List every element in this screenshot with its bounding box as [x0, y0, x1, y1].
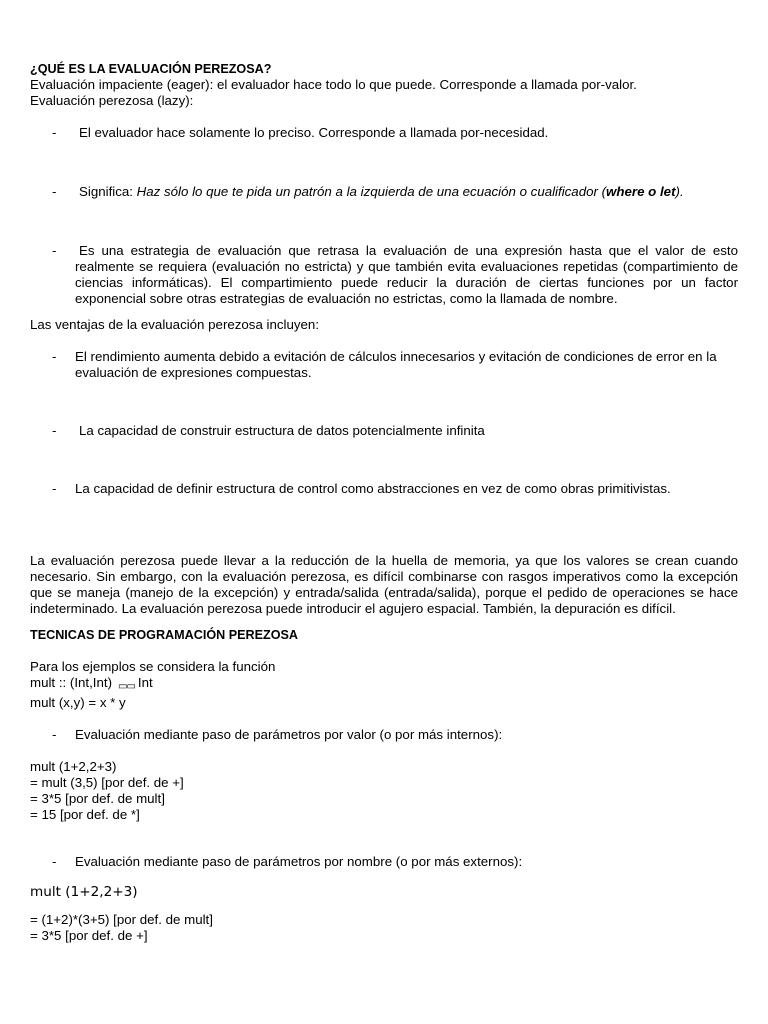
bullet-dash: -	[52, 243, 57, 258]
list-item	[30, 481, 738, 497]
list-item	[30, 184, 738, 200]
eval-step: = (1+2)*(3+5) [por def. de mult]	[30, 912, 213, 927]
eval-step: = 3*5 [por def. de mult]	[30, 791, 165, 806]
signature-left: mult :: (Int,Int)	[30, 675, 113, 690]
bullet-text: Evaluación mediante paso de parámetros por nombre (o por más externos):	[75, 854, 523, 869]
function-signature	[30, 675, 738, 695]
meaning-keyword: where o let	[606, 184, 676, 199]
document-page	[30, 61, 738, 944]
meaning-end: ).	[675, 184, 684, 199]
bullet-dash: -	[52, 423, 57, 438]
bullet-dash: -	[52, 481, 57, 496]
section-title-techniques: TECNICAS DE PROGRAMACIÓN PEREZOSA	[30, 628, 298, 642]
bullet-text	[75, 184, 738, 200]
value-evaluation-steps	[30, 759, 738, 823]
bullet-dash: -	[52, 349, 57, 364]
strategy-description: Es una estrategia de evaluación que retrasa la evaluación de una expresión hasta que el valor de esto realmente se requiera (evaluación no estricta) y que también evita evaluaciones repetidas (compartimiento de ciencias informáticas). El compartimiento puede reducir la duración de ciertas funciones por un factor exponencial sobre otras estrategias de evaluación no estrictas, como la llamada de nombre.	[75, 243, 738, 306]
function-definition: mult (x,y) = x * y	[30, 695, 126, 710]
bullet-dash: -	[52, 854, 57, 869]
bullet-text: El rendimiento aumenta debido a evitación de cálculos innecesarios y evitación de condiciones de error en la evaluación de expresiones compuestas.	[75, 349, 717, 380]
eager-definition: Evaluación impaciente (eager): el evaluador hace todo lo que puede. Corresponde a llamada por-valor.	[30, 77, 637, 92]
list-item	[30, 243, 738, 307]
meaning-prefix: Significa:	[79, 184, 137, 199]
section-title-lazy-evaluation: ¿QUÉ ES LA EVALUACIÓN PEREZOSA?	[30, 62, 272, 76]
memory-paragraph: La evaluación perezosa puede llevar a la reducción de la huella de memoria, ya que los valores se crean cuando necesario. Sin embargo, con la evaluación perezosa, es difícil combinarse con rasgos imperativos como la excepción que se maneja (manejo de la excepción) y entrada/salida (entrada/salida), porque el pedido de operaciones se hace indeterminado. La evaluación perezosa puede introducir el agujero espacial. También, la depuración es difícil.	[30, 553, 738, 616]
function-intro: Para los ejemplos se considera la función	[30, 659, 276, 674]
arrow-icon: ▭▭	[118, 681, 135, 692]
eval-step: = 3*5 [por def. de +]	[30, 928, 148, 943]
bullet-text: Evaluación mediante paso de parámetros por valor (o por más internos):	[75, 727, 503, 742]
bullet-text	[75, 243, 738, 307]
signature-right: Int	[137, 675, 153, 690]
eval-step: mult (1+2,2+3)	[30, 759, 117, 774]
bullet-text: La capacidad de construir estructura de datos potencialmente infinita	[79, 423, 485, 438]
bullet-dash: -	[52, 184, 57, 199]
eval-step: = mult (3,5) [por def. de +]	[30, 775, 184, 790]
list-item	[30, 125, 738, 141]
list-item	[30, 349, 738, 381]
bullet-dash: -	[52, 125, 57, 140]
name-evaluation-steps	[30, 912, 738, 944]
list-item	[30, 727, 738, 743]
advantages-intro: Las ventajas de la evaluación perezosa incluyen:	[30, 317, 320, 332]
list-item	[30, 423, 738, 439]
lazy-label: Evaluación perezosa (lazy):	[30, 93, 194, 108]
bullet-text: La capacidad de definir estructura de control como abstracciones en vez de como obras primitivistas.	[75, 481, 671, 496]
bullet-text: El evaluador hace solamente lo preciso. Corresponde a llamada por-necesidad.	[79, 125, 549, 140]
name-eval-expression: mult (1+2,2+3)	[30, 884, 138, 900]
bullet-dash: -	[52, 727, 57, 742]
list-item	[30, 854, 738, 870]
meaning-italic: Haz sólo lo que te pida un patrón a la izquierda de una ecuación o cualificador (	[136, 184, 607, 199]
eval-step: = 15 [por def. de *]	[30, 807, 140, 822]
